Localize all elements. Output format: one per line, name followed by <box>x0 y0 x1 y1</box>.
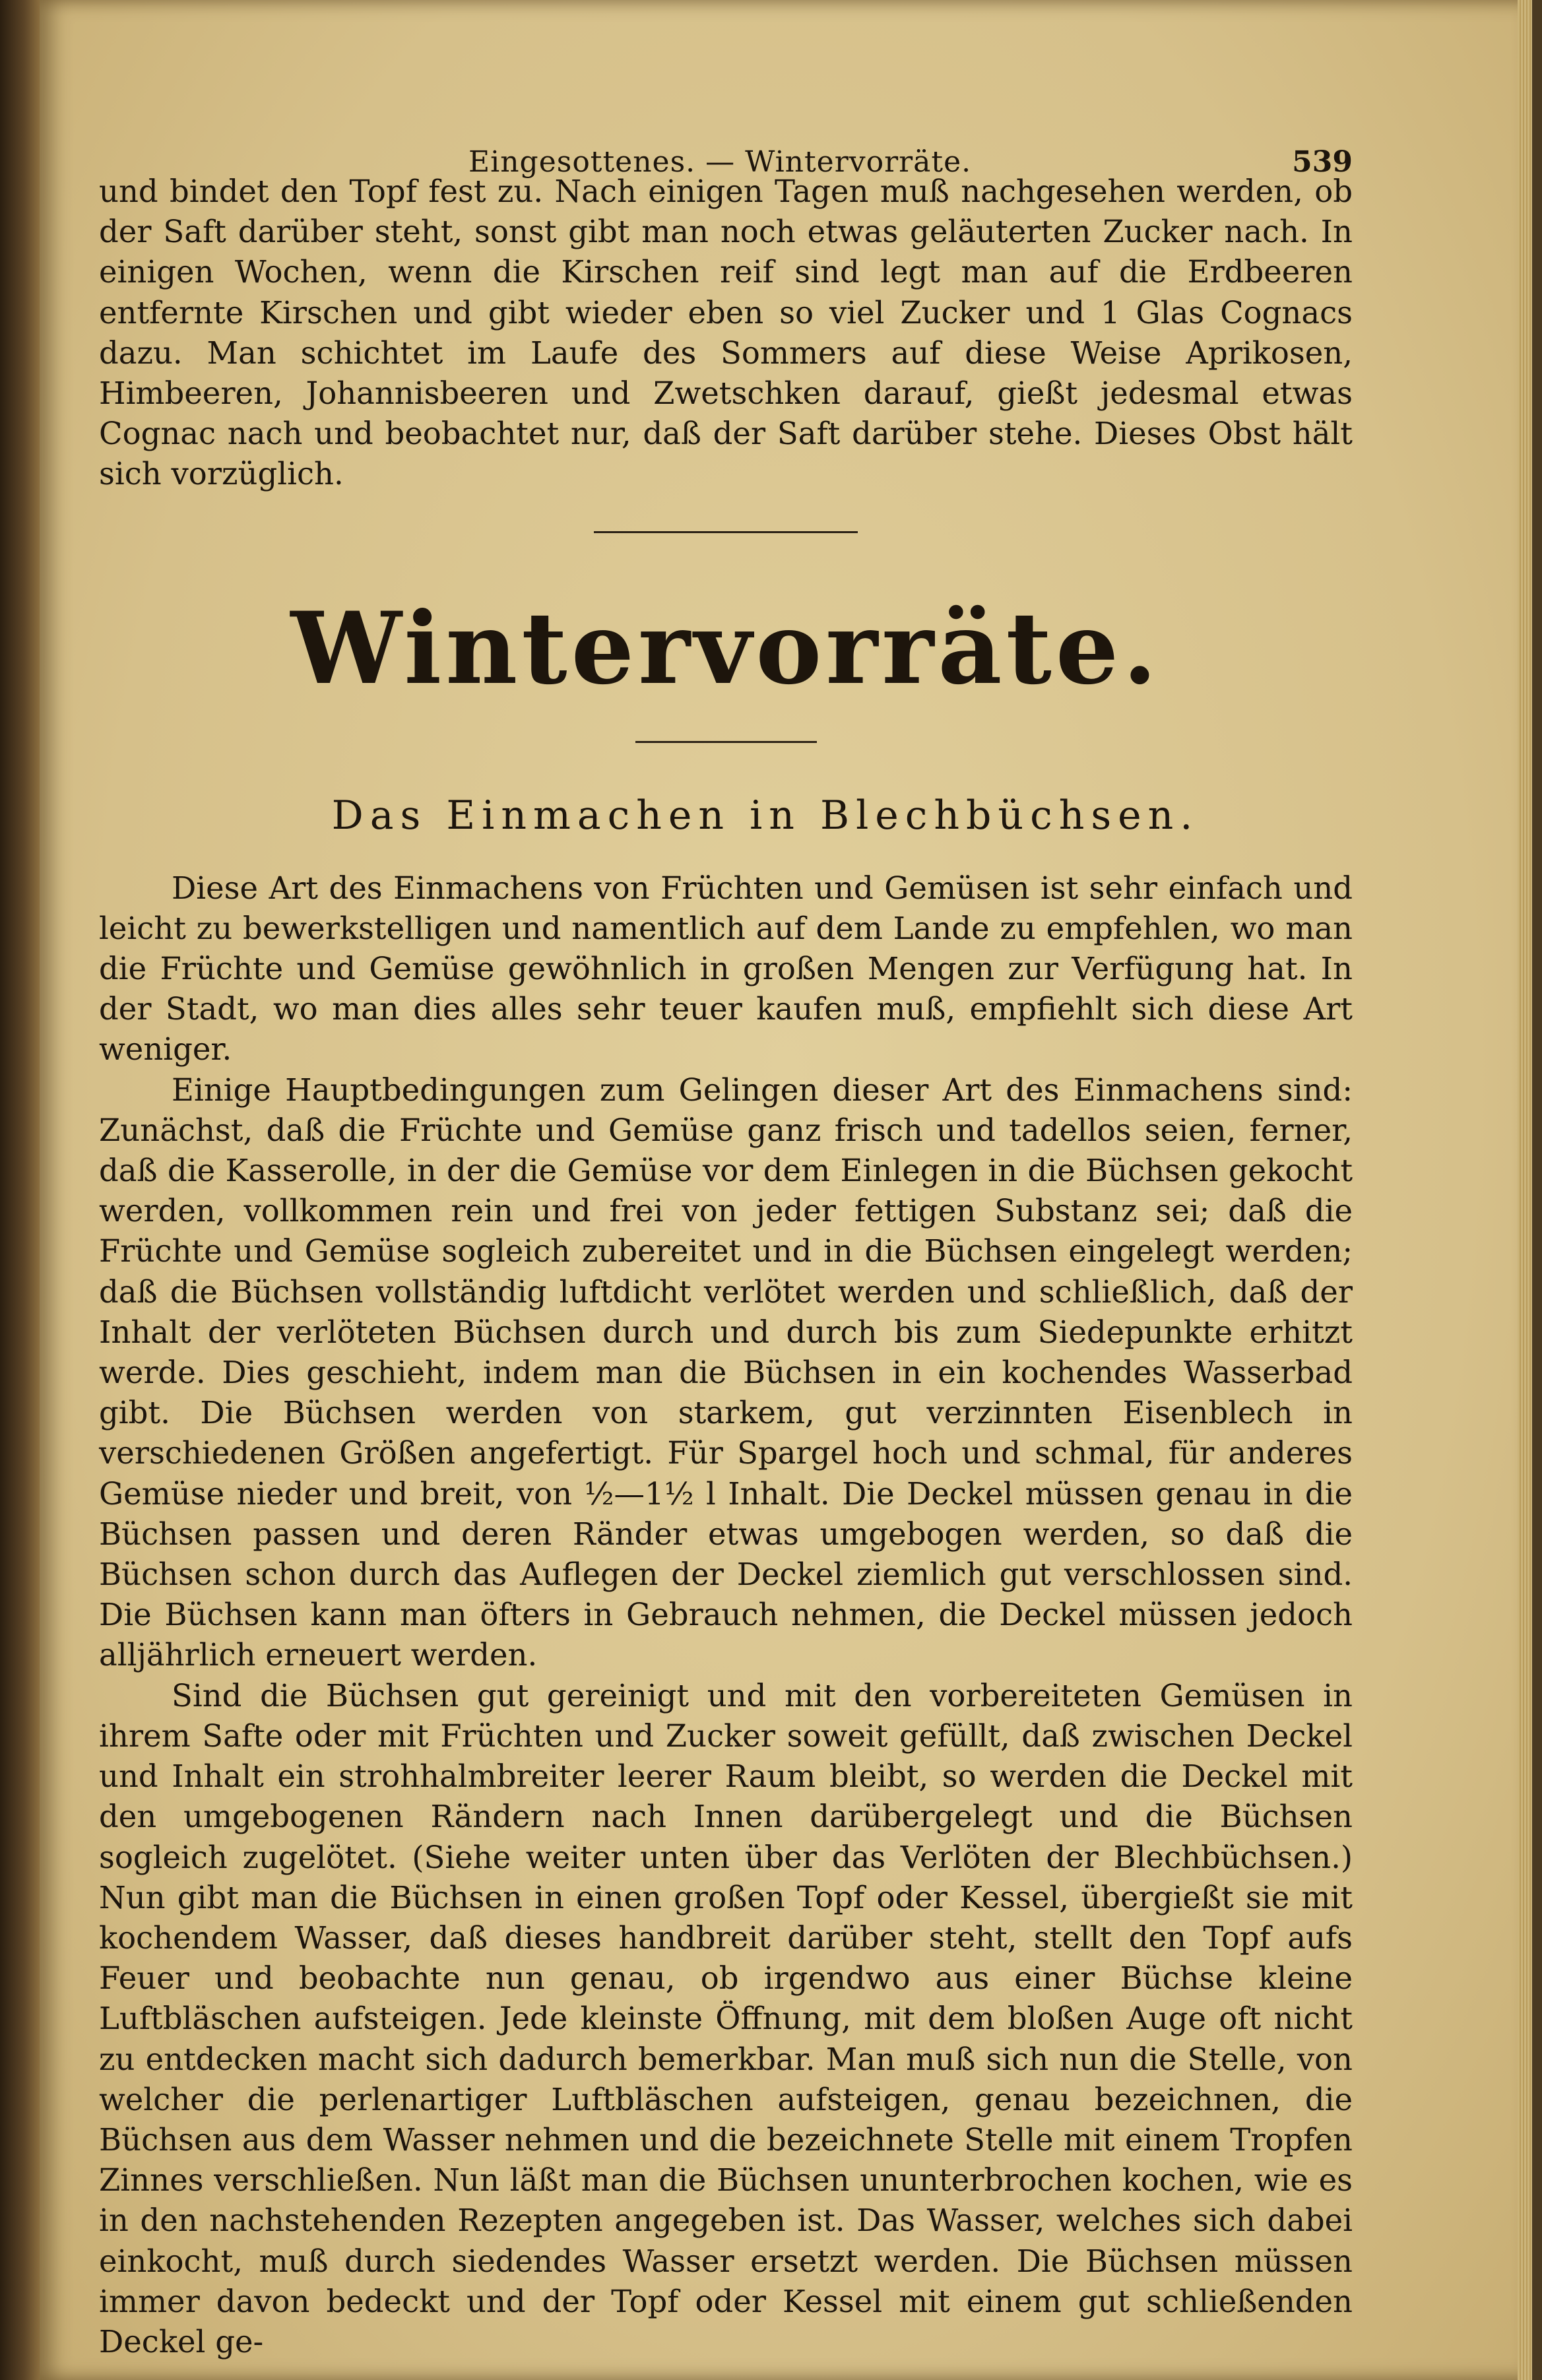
page-content <box>99 99 1353 2362</box>
section-title: Wintervorräte. <box>290 590 1161 707</box>
page-header <box>99 99 1353 179</box>
page-edges <box>1518 0 1532 2380</box>
page-number: 539 <box>1292 145 1353 179</box>
subsection-title: Das Einmachen in Blechbüchsen. <box>331 792 1200 839</box>
book-spine <box>0 0 40 2380</box>
body-paragraph: Einige Hauptbedingungen zum Gelingen dieser Art des Einmachens sind: Zunächst, daß die Früchte und Gemüse ganz frisch und tadellos seien, ferner, daß die Kasserolle, in der die Gemüse vor dem Einlegen in die Büchsen gekocht werden, vollkommen rein und frei von jeder fettigen Substanz sei; daß die Früchte und Gemüse sogleich zubereitet und in die Büchsen eingelegt werden; daß die Büchsen vollständig luftdicht verlötet werden und schließlich, daß der Inhalt der verlöteten Büchsen durch und durch bis zum Siedepunkte erhitzt werde. Dies geschieht, indem man die Büchsen in ein kochendes Wasserbad gibt. Die Büchsen werden von starkem, gut verzinnten Eisenblech in verschiedenen Größen angefertigt. Für Spargel hoch und schmal, für anderes Gemüse nieder und breit, von ½—1½ l Inhalt. Die Deckel müssen genau in die Büchsen passen und deren Ränder etwas umgebogen werden, so daß die Büchsen schon durch das Auflegen der Deckel ziemlich gut verschlossen sind. Die Büchsen kann man öfters in Gebrauch nehmen, die Deckel müssen jedoch alljährlich erneuert werden. <box>99 1072 1353 1673</box>
running-head: Eingesottenes. — Wintervorräte. <box>468 145 972 179</box>
section-divider-top <box>594 531 858 533</box>
intro-paragraph: und bindet den Topf fest zu. Nach einigen Tagen muß nachgesehen werden, ob der Saft darüber steht, sonst gibt man noch etwas geläuterten Zucker nach. In einigen Wochen, wenn die Kirschen reif sind legt man auf die Erdbeeren entfernte Kirschen und gibt wieder eben so viel Zucker und 1 Glas Cognacs dazu. Man schichtet im Laufe des Sommers auf diese Weise Aprikosen, Himbeeren, Johannisbeeren und Zwetschken darauf, gießt jedesmal etwas Cognac nach und beobachtet nur, daß der Saft darüber stehe. Dieses Obst hält sich vorzüglich. <box>99 174 1353 492</box>
body-paragraph: Diese Art des Einmachens von Früchten und Gemüsen ist sehr einfach und leicht zu bewerkstelligen und namentlich auf dem Lande zu empfehlen, wo man die Früchte und Gemüse gewöhnlich in großen Mengen zur Verfügung hat. In der Stadt, wo man dies alles sehr teuer kaufen muß, empfiehlt sich diese Art weniger. <box>99 870 1353 1068</box>
section-divider-bottom <box>635 741 817 743</box>
body-paragraph: Sind die Büchsen gut gereinigt und mit den vorbereiteten Gemüsen in ihrem Safte oder mit Früchten und Zucker soweit gefüllt, daß zwischen Deckel und Inhalt ein strohhalmbreiter leerer Raum bleibt, so werden die Deckel mit den umgebogenen Rändern nach Innen darübergelegt und die Büchsen sogleich zugelötet. (Siehe weiter unten über das Verlöten der Blechbüchsen.) Nun gibt man die Büchsen in einen großen Topf oder Kessel, übergießt sie mit kochendem Wasser, daß dieses handbreit darüber steht, stellt den Topf aufs Feuer und beobachte nun genau, ob irgendwo aus einer Büchse kleine Luftbläschen aufsteigen. Jede kleinste Öffnung, mit dem bloßen Auge oft nicht zu entdecken macht sich dadurch bemerkbar. Man muß sich nun die Stelle, von welcher die perlenartiger Luftbläschen aufsteigen, genau bezeichnen, die Büchsen aus dem Wasser nehmen und die bezeichnete Stelle mit einem Tropfen Zinnes verschließen. Nun läßt man die Büchsen ununterbrochen kochen, wie es in den nachstehenden Rezepten angegeben ist. Das Wasser, welches sich dabei einkocht, muß durch siedendes Wasser ersetzt werden. Die Büchsen müssen immer davon bedeckt und der Topf oder Kessel mit einem gut schließenden Deckel ge- <box>99 1677 1353 2360</box>
book-page <box>40 0 1532 2380</box>
